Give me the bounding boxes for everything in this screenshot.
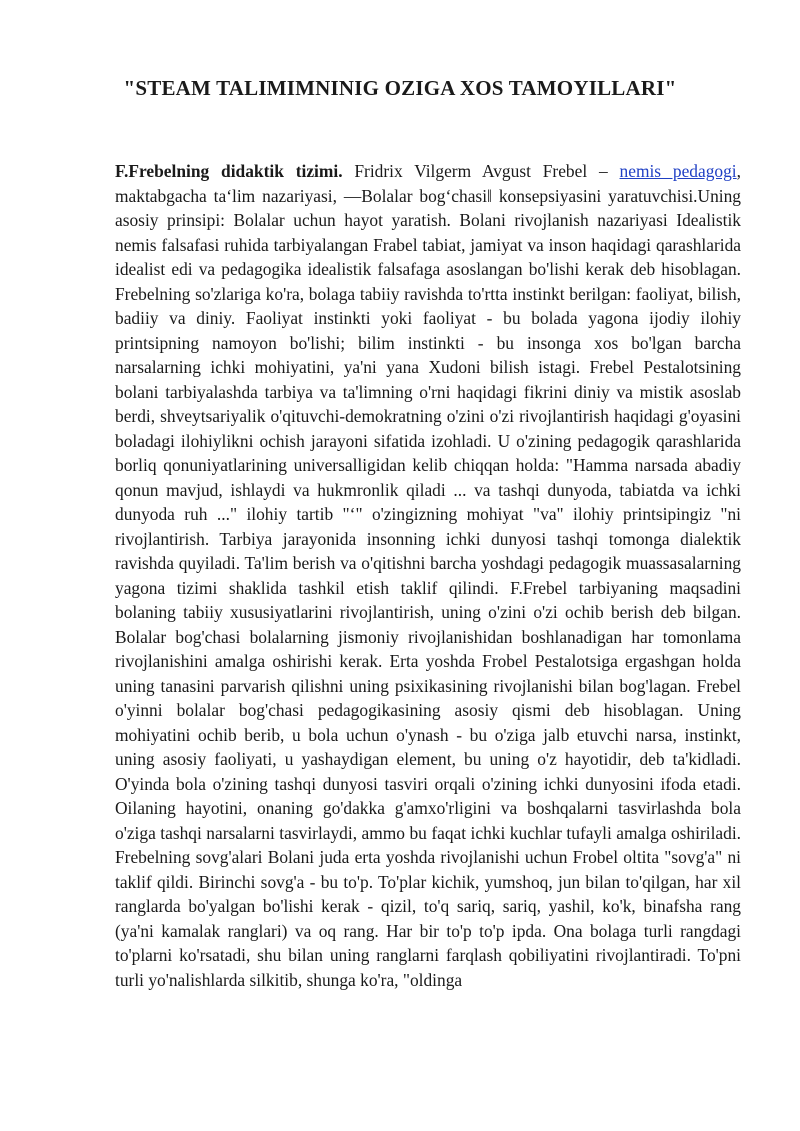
nemis-pedagogi-link[interactable]: nemis pedagogi <box>619 161 737 181</box>
paragraph-text-main: , maktabgacha ta‘lim nazariyasi, ―Bolalar bog‘chasi‖ konsepsiyasini yaratuvchisi.Uning asosiy prinsipi: Bolalar uchun hayot yaratish. Bolani rivojlanish nazariyasi Idealistik nemis falsafasi ruhida tarbiyalangan Frabel tabiat, jamiyat va inson haqidagi qarashlarida idealist edi va pedagogika idealistik falsafaga asoslangan bo'lishi kerak deb hisoblagan. Frebelning so'zlariga ko'ra, bolaga tabiiy ravishda to'rtta instinkt berilgan: faoliyat, bilish, badiiy va diniy. Faoliyat instinkti yoki faoliyat - bu bolada yagona ijodiy ilohiy printsipning namoyon bo'lishi; bilim instinkti - bu insonga xos bo'lgan barcha narsalarning ichki mohiyatini, ya'ni yana Xudoni bilish istagi. Frebel Pestalotsining bolani tarbiyalashda tarbiya va ta'limning o'rni haqidagi fikrini diniy va mistik asoslab berdi, shveytsariyalik o'qituvchi-demokratning o'zini o'zi rivojlantirish haqidagi g'oyasini boladagi ilohiylikni ochish jarayoni sifatida izohladi. U o'zining pedagogik qarashlarida borliq qonuniyatlarining universalligidan kelib chiqqan holda: "Hamma narsada abadiy qonun mavjud, ishlaydi va hukmronlik qiladi ... va tashqi dunyoda, tabiatda va ichki dunyoda ruh ..." ilohiy tartib "‘" o'zingizning mohiyat "va" ilohiy printsipingiz "ni rivojlantirish. Tarbiya jarayonida insonning ichki dunyosi tashqi tomonga dialektik ravishda quyiladi. Ta'lim berish va o'qitishni barcha yoshdagi pedagogik muassasalarning yagona tizimi shaklida tashkil etish taklif qilindi. F.Frebel tarbiyaning maqsadini bolaning tabiiy xususiyatlarini rivojlantirish, uning o'zini o'zi ochib berish deb bilgan. Bolalar bog'chasi bolalarning jismoniy rivojlanishidan boshlanadigan har tomonlama rivojlanishini amalga oshirishi kerak. Erta yoshda Frobel Pestalotsiga ergashgan holda uning tanasini parvarish qilishni uning psixikasining rivojlanishi bilan bog'lagan. Frebel o'yinni bolalar bog'chasi pedagogikasining asosiy qismi deb hisoblagan. Uning mohiyatini ochib berib, u bola uchun o'ynash - bu o'ziga jalb etuvchi narsa, instinkt, uning asosiy faoliyati, u yashaydigan element, bu uning o'z hayotidir, deb ta'kidladi. O'yinda bola o'zining tashqi dunyosi tasviri orqali o'zining ichki dunyosini ifoda etadi. Oilaning hayotini, onaning go'dakka g'amxo'rligini va boshqalarni tasvirlashda bola o'ziga tashqi narsalarni tasvirlaydi, ammo bu faqat ichki kuchlar tufayli amalga oshiriladi. Frebelning sovg'alari Bolani juda erta yoshda rivojlanishi uchun Frobel oltita "sovg'a" ni taklif qildi. Birinchi sovg'a - bu to'p. To'plar kichik, yumshoq, jun bilan to'qilgan, har xil ranglarda bo'yalgan bo'lishi kerak - qizil, to'q sariq, sariq, yashil, ko'k, binafsha rang (ya'ni kamalak ranglari) va oq rang. Har bir to'p to'p ipda. Ona bolaga turli rangdagi to'plarni ko'rsatadi, shu bilan uning ranglarni farqlash qobiliyatini rivojlantiradi. To'pni turli yo'nalishlarda silkitib, shunga ko'ra, "oldinga <box>115 161 742 990</box>
body-paragraph <box>115 159 741 992</box>
paragraph-text-intro: Fridrix Vilgerm Avgust Frebel – <box>342 161 620 181</box>
section-lead: F.Frebelning didaktik tizimi. <box>115 161 343 181</box>
document-title: "STEAM TALIMIMNINIG OZIGA XOS TAMOYILLARI" <box>123 76 677 100</box>
